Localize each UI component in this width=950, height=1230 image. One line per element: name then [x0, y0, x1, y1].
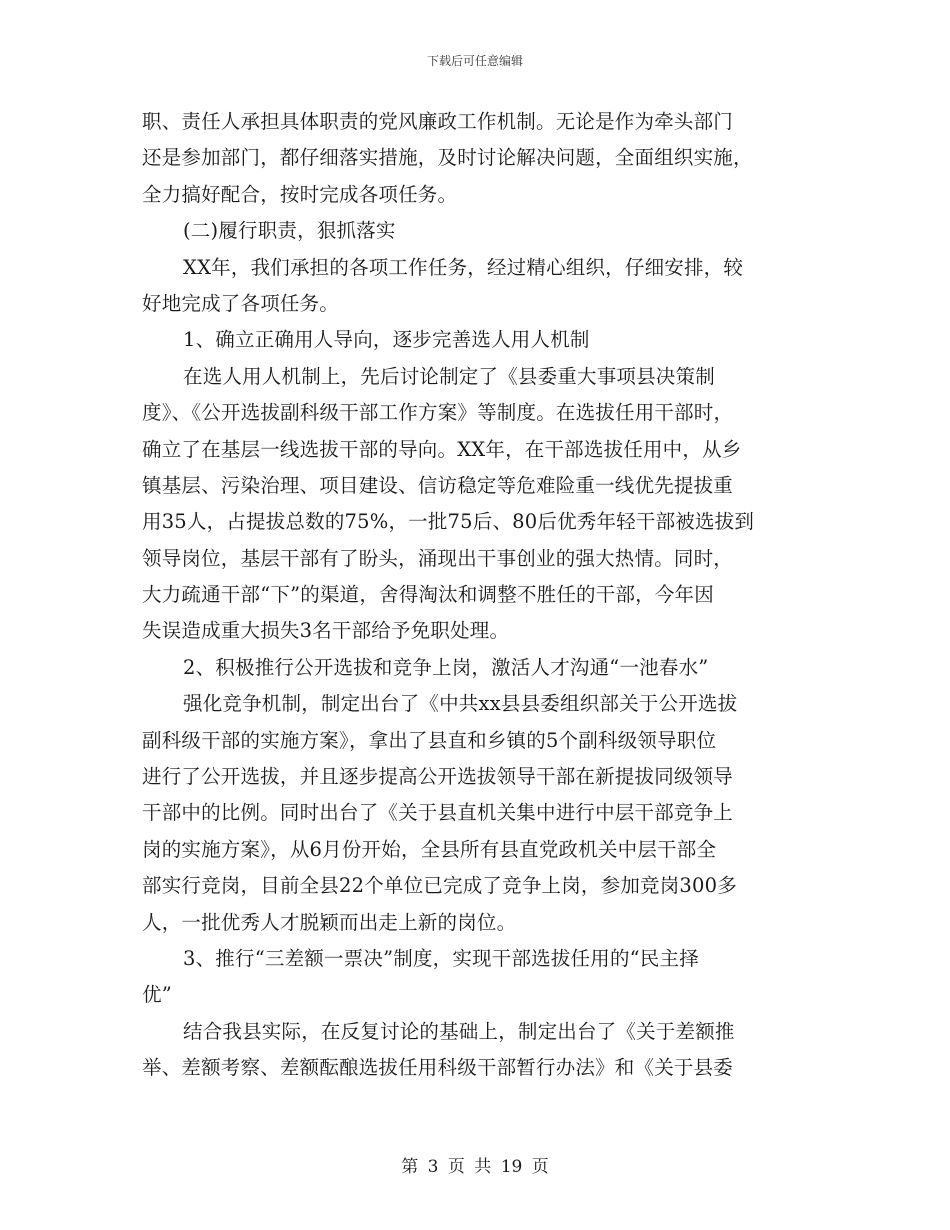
text-line: 领导岗位，基层干部有了盼头，涌现出干事创业的强大热情。同时，	[142, 546, 734, 570]
text-line: 全力搞好配合，按时完成各项任务。	[142, 182, 458, 206]
text-line: 好地完成了各项任务。	[142, 291, 340, 315]
paragraph-start: 强化竞争机制，制定出台了《中共xx县县委组织部关于公开选拔	[183, 692, 738, 716]
paragraph-start: XX年，我们承担的各项工作任务，经过精心组织，仔细安排，较	[183, 255, 744, 279]
text-line: 优”	[142, 983, 172, 1007]
text-line: 举、差额考察、差额酝酿选拔任用科级干部暂行办法》和《关于县委	[142, 1056, 734, 1080]
text-line: 失误造成重大损失3名干部给予免职处理。	[142, 619, 510, 643]
section-heading: (二)履行职责，狠抓落实	[183, 219, 396, 243]
subsection-heading: 3、推行“三差额一票决”制度，实现干部选拔任用的“民主择	[183, 946, 699, 970]
paragraph-start: 在选人用人机制上，先后讨论制定了《县委重大事项县决策制	[183, 364, 715, 388]
document-body	[142, 104, 810, 1087]
page-footer: 第 3 页 共 19 页	[401, 1157, 549, 1177]
text-line: 职、责任人承担具体职责的党风廉政工作机制。无论是作为牵头部门	[142, 110, 734, 133]
paragraph-start: 结合我县实际，在反复讨论的基础上，制定出台了《关于差额推	[183, 1019, 735, 1043]
text-line: 进行了公开选拔，并且逐步提高公开选拔领导干部在新提拔同级领导	[142, 765, 734, 789]
text-line: 大力疏通干部“下”的渠道，舍得淘汰和调整不胜任的干部，今年因	[142, 583, 714, 607]
text-line: 用35人，占提拔总数的75%，一批75后、80后优秀年轻干部被选拔到	[142, 510, 755, 534]
page-header: 下载后可任意编辑	[426, 54, 523, 68]
text-line: 还是参加部门，都仔细落实措施，及时讨论解决问题，全面组织实施，	[142, 146, 753, 170]
text-line: 干部中的比例。同时出台了《关于县直机关集中进行中层干部竞争上	[142, 801, 734, 825]
text-line: 确立了在基层一线选拔干部的导向。XX年，在干部选拔任用中，从乡	[142, 437, 742, 461]
subsection-heading: 1、确立正确用人导向，逐步完善选人用人机制	[183, 328, 590, 352]
text-line: 度》、《公开选拔副科级干部工作方案》等制度。在选拔任用干部时，	[142, 401, 734, 425]
text-line: 部实行竞岗，目前全县22个单位已完成了竞争上岗，参加竞岗300多	[142, 874, 737, 898]
text-line: 人，一批优秀人才脱颖而出走上新的岗位。	[142, 910, 517, 934]
text-line: 镇基层、污染治理、项目建设、信访稳定等危难险重一线优先提拔重	[142, 473, 734, 497]
text-line: 岗的实施方案》，从6月份开始，全县所有县直党政机关中层干部全	[142, 837, 717, 861]
text-line: 副科级干部的实施方案》，拿出了县直和乡镇的5个副科级领导职位	[142, 728, 717, 752]
subsection-heading: 2、积极推行公开选拔和竞争上岗，激活人才沟通“一池春水”	[183, 655, 709, 679]
